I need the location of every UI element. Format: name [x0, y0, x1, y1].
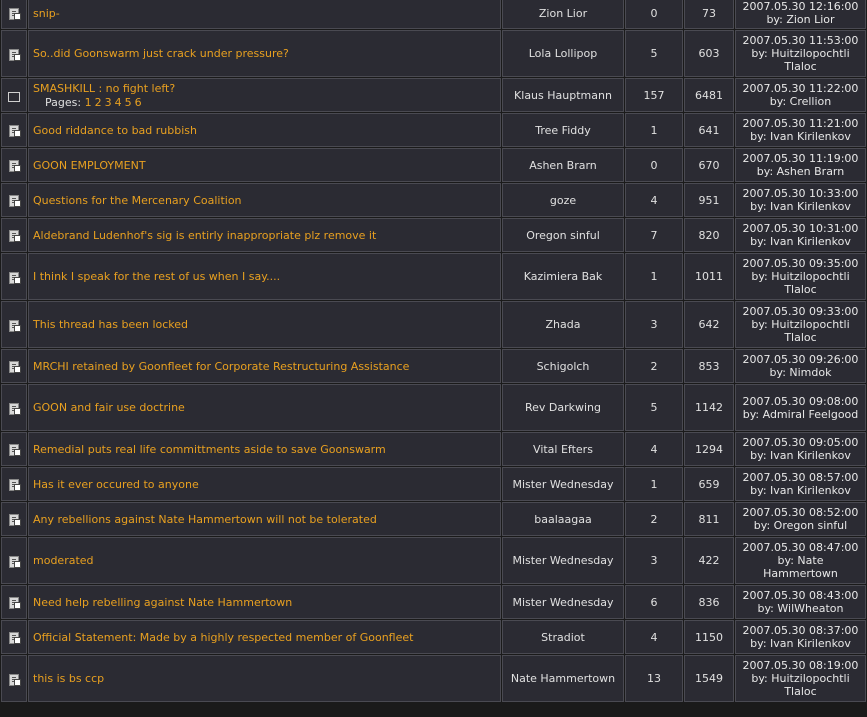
last-post-date: 2007.05.30 08:43:00	[742, 589, 859, 602]
thread-icon-cell	[1, 218, 27, 252]
last-post-date: 2007.05.30 10:33:00	[742, 187, 859, 200]
thread-author: Mister Wednesday	[502, 585, 624, 619]
thread-replies: 1	[625, 467, 683, 501]
thread-views: 951	[684, 183, 734, 217]
thread-icon-cell	[1, 467, 27, 501]
thread-views: 603	[684, 30, 734, 77]
last-post-author: by: Huitzilopochtli Tlaloc	[751, 672, 850, 698]
thread-replies: 2	[625, 349, 683, 383]
page-link[interactable]: 3	[104, 95, 112, 109]
thread-title-cell	[28, 467, 501, 501]
thread-replies: 4	[625, 183, 683, 217]
thread-icon-cell	[1, 113, 27, 147]
thread-title-cell	[28, 349, 501, 383]
thread-title-link[interactable]: this is bs ccp	[33, 672, 105, 685]
last-post-date: 2007.05.30 12:16:00	[742, 0, 859, 13]
last-post-date: 2007.05.30 08:47:00	[742, 541, 859, 554]
thread-last-post	[735, 432, 866, 466]
last-post-date: 2007.05.30 11:53:00	[742, 34, 859, 47]
last-post-date: 2007.05.30 08:37:00	[742, 624, 859, 637]
thread-author: Kazimiera Bak	[502, 253, 624, 300]
page-link[interactable]: 4	[114, 95, 122, 109]
document-arrow-icon	[8, 597, 20, 608]
thread-views: 1011	[684, 253, 734, 300]
last-post-author: by: WilWheaton	[757, 602, 844, 615]
thread-replies: 157	[625, 78, 683, 112]
thread-author: goze	[502, 183, 624, 217]
document-arrow-icon	[8, 195, 20, 206]
last-post-author: by: Huitzilopochtli Tlaloc	[751, 47, 850, 73]
document-arrow-icon	[8, 8, 20, 19]
thread-icon-cell	[1, 78, 27, 112]
thread-title-link[interactable]: SMASHKILL : no fight left?	[33, 81, 176, 95]
thread-row	[1, 0, 866, 29]
thread-title-cell	[28, 585, 501, 619]
thread-title-link[interactable]: Good riddance to bad rubbish	[33, 123, 197, 137]
last-post-author: by: Crellion	[769, 95, 832, 108]
thread-row	[1, 432, 866, 466]
thread-icon-cell	[1, 0, 27, 29]
thread-author: baalaagaa	[502, 502, 624, 536]
last-post-author: by: Admiral Feelgood	[742, 407, 859, 421]
last-post-date: 2007.05.30 09:33:00	[742, 305, 859, 318]
thread-author: Mister Wednesday	[502, 467, 624, 501]
thread-last-post	[735, 253, 866, 300]
thread-icon-cell	[1, 585, 27, 619]
thread-row	[1, 253, 866, 300]
thread-author: Stradiot	[502, 620, 624, 654]
last-post-date: 2007.05.30 08:57:00	[742, 471, 859, 484]
thread-title-link[interactable]: I think I speak for the rest of us when I say....	[33, 270, 281, 283]
thread-last-post	[735, 0, 866, 29]
thread-author: Schigolch	[502, 349, 624, 383]
document-arrow-icon	[8, 160, 20, 171]
last-post-author: by: Ivan Kirilenkov	[750, 484, 851, 497]
thread-replies: 4	[625, 620, 683, 654]
thread-title-link[interactable]: This thread has been locked	[33, 318, 189, 331]
last-post-author: by: Zion Lior	[766, 13, 835, 26]
thread-author: Zion Lior	[502, 0, 624, 29]
last-post-date: 2007.05.30 09:08:00	[742, 394, 859, 408]
thread-views: 73	[684, 0, 734, 29]
thread-icon-cell	[1, 655, 27, 702]
thread-replies: 2	[625, 502, 683, 536]
thread-title-cell	[28, 655, 501, 702]
thread-replies: 13	[625, 655, 683, 702]
thread-author: Vital Efters	[502, 432, 624, 466]
thread-title-cell	[28, 183, 501, 217]
document-arrow-icon	[8, 479, 20, 490]
thread-row	[1, 655, 866, 702]
document-arrow-icon	[8, 444, 20, 455]
thread-author: Nate Hammertown	[502, 655, 624, 702]
thread-replies: 5	[625, 384, 683, 431]
last-post-date: 2007.05.30 11:22:00	[742, 82, 859, 95]
thread-last-post	[735, 30, 866, 77]
thread-views: 1142	[684, 384, 734, 431]
thread-title-cell	[28, 253, 501, 300]
pages-label: Pages:	[45, 95, 82, 109]
thread-icon-cell	[1, 253, 27, 300]
last-post-author: by: Nate Hammertown	[763, 554, 838, 580]
thread-row	[1, 502, 866, 536]
thread-author: Ashen Brarn	[502, 148, 624, 182]
page-link[interactable]: 5	[124, 95, 132, 109]
thread-icon-cell	[1, 537, 27, 584]
thread-icon-cell	[1, 432, 27, 466]
thread-row	[1, 301, 866, 348]
thread-last-post	[735, 537, 866, 584]
thread-row	[1, 585, 866, 619]
thread-title-link[interactable]: snip-	[33, 6, 60, 20]
thread-views: 659	[684, 467, 734, 501]
last-post-date: 2007.05.30 09:05:00	[742, 436, 859, 449]
thread-last-post	[735, 113, 866, 147]
thread-author: Lola Lollipop	[502, 30, 624, 77]
thread-icon-cell	[1, 620, 27, 654]
thread-title-cell	[28, 113, 501, 147]
thread-last-post	[735, 218, 866, 252]
thread-title-link[interactable]: Official Statement: Made by a highly respected member of Goonfleet	[33, 630, 414, 644]
thread-row	[1, 148, 866, 182]
thread-replies: 3	[625, 301, 683, 348]
thread-replies: 1	[625, 253, 683, 300]
thread-views: 6481	[684, 78, 734, 112]
last-post-author: by: Ivan Kirilenkov	[750, 449, 851, 462]
thread-title-cell	[28, 301, 501, 348]
thread-views: 836	[684, 585, 734, 619]
document-arrow-icon	[8, 556, 20, 567]
thread-last-post	[735, 655, 866, 702]
thread-last-post	[735, 78, 866, 112]
thread-views: 1294	[684, 432, 734, 466]
thread-replies: 4	[625, 432, 683, 466]
thread-author: Mister Wednesday	[502, 537, 624, 584]
thread-icon-cell	[1, 301, 27, 348]
thread-row	[1, 78, 866, 112]
document-arrow-icon	[8, 514, 20, 525]
thread-views: 641	[684, 113, 734, 147]
thread-replies: 6	[625, 585, 683, 619]
thread-views: 820	[684, 218, 734, 252]
document-arrow-icon	[8, 674, 20, 685]
thread-replies: 7	[625, 218, 683, 252]
thread-title-link[interactable]: So..did Goonswarm just crack under pressure?	[33, 47, 289, 60]
thread-last-post	[735, 467, 866, 501]
thread-list-body	[1, 0, 866, 702]
document-arrow-icon	[8, 49, 20, 60]
thread-title-link[interactable]: Remedial puts real life committments aside to save Goonswarm	[33, 442, 386, 456]
thread-last-post	[735, 384, 866, 431]
thread-author: Oregon sinful	[502, 218, 624, 252]
thread-replies: 1	[625, 113, 683, 147]
thread-last-post	[735, 585, 866, 619]
thread-last-post	[735, 301, 866, 348]
thread-row	[1, 183, 866, 217]
thread-views: 642	[684, 301, 734, 348]
page-link[interactable]: 2	[94, 95, 102, 109]
thread-pages	[33, 96, 496, 109]
thread-replies: 3	[625, 537, 683, 584]
last-post-author: by: Ivan Kirilenkov	[750, 130, 851, 143]
thread-row	[1, 467, 866, 501]
thread-icon-cell	[1, 183, 27, 217]
thread-last-post	[735, 148, 866, 182]
document-arrow-icon	[8, 230, 20, 241]
thread-title-cell	[28, 78, 501, 112]
document-arrow-icon	[8, 632, 20, 643]
thread-row	[1, 113, 866, 147]
thread-title-link[interactable]: MRCHI retained by Goonfleet for Corporate Restructuring Assistance	[33, 359, 410, 373]
thread-last-post	[735, 349, 866, 383]
document-arrow-icon	[8, 403, 20, 414]
last-post-date: 2007.05.30 10:31:00	[742, 222, 859, 235]
last-post-author: by: Huitzilopochtli Tlaloc	[751, 318, 850, 344]
thread-views: 853	[684, 349, 734, 383]
thread-row	[1, 384, 866, 431]
page-link[interactable]: 1	[84, 95, 92, 109]
last-post-author: by: Ivan Kirilenkov	[750, 200, 851, 213]
thread-title-link[interactable]: Has it ever occured to anyone	[33, 477, 199, 491]
thread-icon-cell	[1, 148, 27, 182]
last-post-date: 2007.05.30 11:21:00	[742, 117, 859, 130]
last-post-date: 2007.05.30 08:52:00	[742, 506, 859, 519]
thread-title-link[interactable]: GOON and fair use doctrine	[33, 401, 185, 414]
thread-icon-cell	[1, 384, 27, 431]
thread-row	[1, 30, 866, 77]
last-post-date: 2007.05.30 11:19:00	[742, 152, 859, 165]
last-post-date: 2007.05.30 09:26:00	[742, 353, 859, 366]
thread-title-link[interactable]: Any rebellions against Nate Hammertown will not be tolerated	[33, 512, 377, 526]
thread-title-cell	[28, 148, 501, 182]
thread-title-cell	[28, 502, 501, 536]
thread-last-post	[735, 183, 866, 217]
thread-row	[1, 537, 866, 584]
folder-icon	[8, 90, 20, 101]
last-post-author: by: Nimdok	[769, 366, 832, 379]
thread-last-post	[735, 620, 866, 654]
thread-title-link[interactable]: Need help rebelling against Nate Hammertown	[33, 595, 293, 609]
document-arrow-icon	[8, 272, 20, 283]
last-post-date: 2007.05.30 09:35:00	[742, 257, 859, 270]
thread-views: 1150	[684, 620, 734, 654]
thread-title-link[interactable]: Aldebrand Ludenhof's sig is entirly inappropriate plz remove it	[33, 228, 377, 242]
document-arrow-icon	[8, 320, 20, 331]
page-link[interactable]: 6	[134, 95, 142, 109]
thread-replies: 5	[625, 30, 683, 77]
thread-icon-cell	[1, 502, 27, 536]
last-post-date: 2007.05.30 08:19:00	[742, 659, 859, 672]
thread-replies: 0	[625, 148, 683, 182]
thread-views: 811	[684, 502, 734, 536]
thread-author: Tree Fiddy	[502, 113, 624, 147]
thread-row	[1, 620, 866, 654]
last-post-author: by: Ivan Kirilenkov	[750, 637, 851, 650]
last-post-author: by: Oregon sinful	[753, 519, 848, 532]
thread-title-cell	[28, 384, 501, 431]
document-arrow-icon	[8, 361, 20, 372]
thread-title-cell	[28, 0, 501, 29]
thread-icon-cell	[1, 349, 27, 383]
thread-title-cell	[28, 620, 501, 654]
thread-author: Rev Darkwing	[502, 384, 624, 431]
thread-author: Klaus Hauptmann	[502, 78, 624, 112]
last-post-author: by: Ashen Brarn	[756, 165, 845, 178]
thread-title-link[interactable]: Questions for the Mercenary Coalition	[33, 193, 242, 207]
thread-title-link[interactable]: moderated	[33, 554, 94, 567]
thread-title-cell	[28, 432, 501, 466]
thread-views: 670	[684, 148, 734, 182]
thread-views: 422	[684, 537, 734, 584]
thread-icon-cell	[1, 30, 27, 77]
thread-replies: 0	[625, 0, 683, 29]
thread-author: Zhada	[502, 301, 624, 348]
thread-row	[1, 349, 866, 383]
thread-views: 1549	[684, 655, 734, 702]
thread-last-post	[735, 502, 866, 536]
thread-title-cell	[28, 30, 501, 77]
thread-title-cell	[28, 537, 501, 584]
last-post-author: by: Ivan Kirilenkov	[750, 235, 851, 248]
thread-title-cell	[28, 218, 501, 252]
document-arrow-icon	[8, 125, 20, 136]
last-post-author: by: Huitzilopochtli Tlaloc	[751, 270, 850, 296]
thread-title-link[interactable]: GOON EMPLOYMENT	[33, 158, 146, 172]
thread-row	[1, 218, 866, 252]
